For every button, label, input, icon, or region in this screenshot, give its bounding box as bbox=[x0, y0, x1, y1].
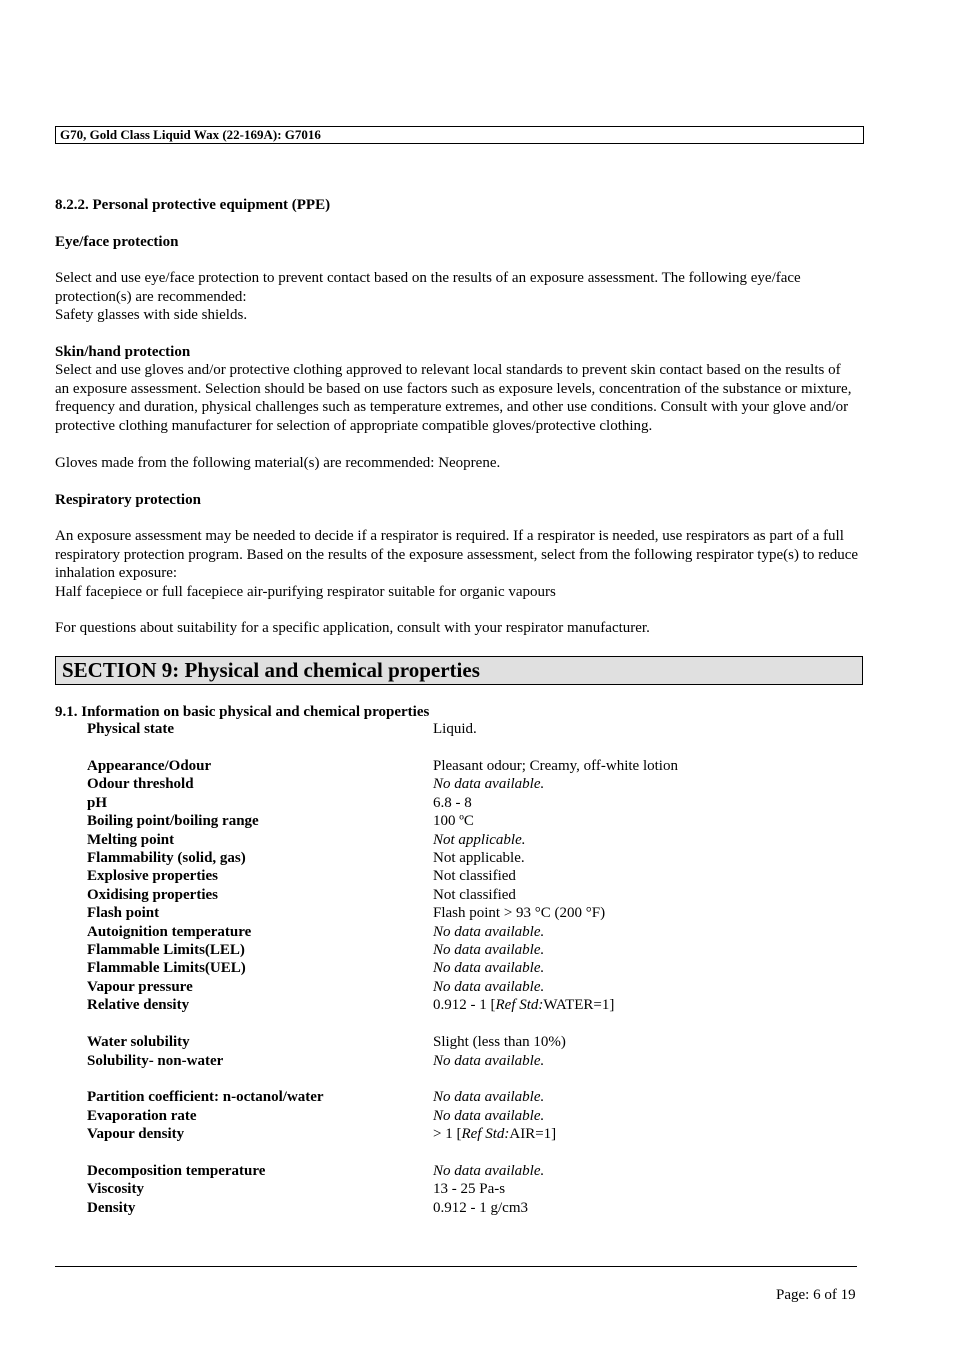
property-value: No data available. bbox=[433, 776, 545, 792]
property-label: Explosive properties bbox=[87, 868, 218, 884]
property-label: Relative density bbox=[87, 997, 190, 1013]
property-label: Partition coefficient: n-octanol/water bbox=[87, 1089, 324, 1105]
property-value: 0.912 - 1 [Ref Std:WATER=1] bbox=[433, 997, 615, 1013]
property-value: No data available. bbox=[433, 1163, 545, 1179]
property-label: Solubility- non-water bbox=[87, 1053, 224, 1069]
document-header bbox=[55, 126, 864, 144]
property-value: Not classified bbox=[433, 868, 516, 884]
property-value: 6.8 - 8 bbox=[433, 795, 472, 811]
property-value: Not classified bbox=[433, 887, 516, 903]
property-label: Physical state bbox=[87, 721, 175, 737]
property-value: Flash point > 93 °C (200 °F) bbox=[433, 905, 606, 921]
property-value: No data available. bbox=[433, 979, 545, 995]
property-value: No data available. bbox=[433, 1089, 545, 1105]
property-label: Flammable Limits(UEL) bbox=[87, 960, 246, 976]
property-value: No data available. bbox=[433, 960, 545, 976]
gloves-recommendation: Gloves made from the following material(s) are recommended: Neoprene. bbox=[55, 455, 501, 471]
skin-protection-heading: Skin/hand protection bbox=[55, 344, 191, 360]
property-value: 13 - 25 Pa-s bbox=[433, 1181, 506, 1197]
property-value: Pleasant odour; Creamy, off-white lotion bbox=[433, 758, 678, 774]
footer-divider bbox=[55, 1266, 857, 1267]
property-label: Odour threshold bbox=[87, 776, 194, 792]
ppe-heading: 8.2.2. Personal protective equipment (PPE) bbox=[55, 197, 331, 213]
property-label: Flash point bbox=[87, 905, 160, 921]
property-label: Density bbox=[87, 1200, 136, 1216]
product-title: G70, Gold Class Liquid Wax (22-169A): G7016 bbox=[60, 127, 321, 142]
property-value: No data available. bbox=[433, 1053, 545, 1069]
section-9-title-text: SECTION 9: Physical and chemical properties bbox=[62, 658, 480, 682]
eye-protection-recommendation: Safety glasses with side shields. bbox=[55, 307, 248, 323]
property-label: Decomposition temperature bbox=[87, 1163, 266, 1179]
property-label: Viscosity bbox=[87, 1181, 144, 1197]
property-label: Flammability (solid, gas) bbox=[87, 850, 246, 866]
eye-protection-text: Select and use eye/face protection to prevent contact based on the results of an exposure assessment. The following eye/face protection(s) are recommended: bbox=[55, 270, 801, 305]
property-value: Not applicable. bbox=[433, 832, 526, 848]
property-label: Autoignition temperature bbox=[87, 924, 252, 940]
section-9-subheading: 9.1. Information on basic physical and chemical properties bbox=[55, 704, 430, 720]
page-number: Page: 6 of 19 bbox=[776, 1287, 856, 1303]
property-value: No data available. bbox=[433, 1108, 545, 1124]
respiratory-protection-heading: Respiratory protection bbox=[55, 492, 201, 508]
property-value: 0.912 - 1 g/cm3 bbox=[433, 1200, 528, 1216]
property-label: Water solubility bbox=[87, 1034, 190, 1050]
respirator-consult-note: For questions about suitability for a specific application, consult with your respirator manufacturer. bbox=[55, 620, 650, 636]
eye-protection-heading: Eye/face protection bbox=[55, 234, 179, 250]
property-value: Slight (less than 10%) bbox=[433, 1034, 566, 1050]
property-value: 100 ºC bbox=[433, 813, 474, 829]
skin-protection-text: Select and use gloves and/or protective clothing approved to relevant local standards to prevent skin contact based on the results of an exposure assessment. Selection should be based on use factors such as exposure levels, concentration of the substance or mixture, frequency and duration, physical challenges such as temperature extremes, and other use conditions. Consult with your glove and/or protective clothing manufacturer for selection of appropriate compatible gloves/protective clothing. bbox=[55, 362, 852, 434]
property-value: No data available. bbox=[433, 942, 545, 958]
property-label: Vapour pressure bbox=[87, 979, 193, 995]
property-label: Oxidising properties bbox=[87, 887, 218, 903]
respirator-recommendation: Half facepiece or full facepiece air-purifying respirator suitable for organic vapours bbox=[55, 584, 556, 600]
property-label: Melting point bbox=[87, 832, 175, 848]
property-label: Appearance/Odour bbox=[87, 758, 212, 774]
property-value: Not applicable. bbox=[433, 850, 525, 866]
property-value: Liquid. bbox=[433, 721, 477, 737]
property-label: Boiling point/boiling range bbox=[87, 813, 259, 829]
property-value: > 1 [Ref Std:AIR=1] bbox=[433, 1126, 557, 1142]
property-value: No data available. bbox=[433, 924, 545, 940]
property-label: Vapour density bbox=[87, 1126, 185, 1142]
section-9-title bbox=[55, 656, 863, 685]
property-label: Evaporation rate bbox=[87, 1108, 197, 1124]
property-label: pH bbox=[87, 795, 108, 811]
property-label: Flammable Limits(LEL) bbox=[87, 942, 245, 958]
respiratory-protection-text: An exposure assessment may be needed to decide if a respirator is required. If a respirator is needed, use respirators as part of a full respiratory protection program. Based on the results of the exposure assessment, select from the following respirator type(s) to reduce inhalation exposure: bbox=[55, 528, 859, 581]
